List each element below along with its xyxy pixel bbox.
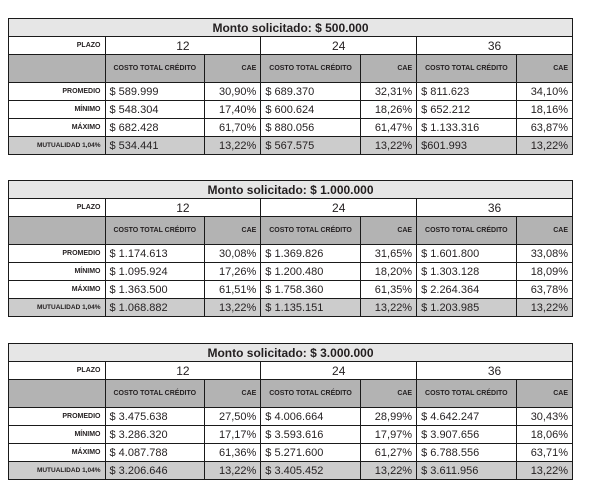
table-title: Monto solicitado: $ 1.000.000 [9, 181, 573, 199]
costo-cell: $ 1.200.480 [261, 263, 361, 281]
table-row [9, 101, 573, 119]
costo-cell: $ 3.907.656 [417, 426, 517, 444]
header-costo-total: COSTO TOTAL CRÉDITO [417, 55, 517, 83]
cae-cell: 30,08% [205, 245, 261, 263]
row-label: MUTUALIDAD 1,04% [9, 462, 106, 480]
costo-cell: $ 682.428 [105, 119, 205, 137]
cae-cell: 32,31% [360, 83, 416, 101]
cae-cell: 13,22% [516, 462, 572, 480]
costo-cell: $ 1.095.924 [105, 263, 205, 281]
row-label: MÍNIMO [9, 263, 106, 281]
cae-cell: 61,27% [360, 444, 416, 462]
table-row [9, 245, 573, 263]
costo-cell: $ 548.304 [105, 101, 205, 119]
header-empty [9, 55, 106, 83]
header-costo-total: COSTO TOTAL CRÉDITO [105, 55, 205, 83]
cae-cell: 18,16% [516, 101, 572, 119]
header-cae: CAE [360, 217, 416, 245]
cae-cell: 28,99% [360, 408, 416, 426]
header-cae: CAE [205, 55, 261, 83]
costo-cell: $ 589.999 [105, 83, 205, 101]
row-label: MÍNIMO [9, 426, 106, 444]
costo-cell: $ 1.174.613 [105, 245, 205, 263]
cae-cell: 27,50% [205, 408, 261, 426]
cae-cell: 17,40% [205, 101, 261, 119]
header-empty [9, 217, 106, 245]
costo-cell: $ 5.271.600 [261, 444, 361, 462]
plazo-value: 12 [105, 37, 261, 55]
cae-cell: 17,97% [360, 426, 416, 444]
costo-cell: $ 4.006.664 [261, 408, 361, 426]
table-row [9, 263, 573, 281]
row-label: PROMEDIO [9, 83, 106, 101]
header-costo-total: COSTO TOTAL CRÉDITO [261, 380, 361, 408]
cae-table-1000000 [8, 180, 573, 317]
costo-cell: $ 600.624 [261, 101, 361, 119]
header-cae: CAE [360, 380, 416, 408]
table-row [9, 444, 573, 462]
costo-cell: $ 1.068.882 [105, 299, 205, 317]
costo-cell: $ 880.056 [261, 119, 361, 137]
table-row [9, 426, 573, 444]
header-cae: CAE [516, 55, 572, 83]
costo-cell: $ 3.286.320 [105, 426, 205, 444]
cae-cell: 13,22% [516, 299, 572, 317]
table-title: Monto solicitado: $ 500.000 [9, 19, 573, 37]
cae-cell: 31,65% [360, 245, 416, 263]
header-cae: CAE [205, 380, 261, 408]
table-row [9, 281, 573, 299]
costo-cell: $ 1.758.360 [261, 281, 361, 299]
row-label: MÁXIMO [9, 119, 106, 137]
row-label: MÁXIMO [9, 281, 106, 299]
row-label: MUTUALIDAD 1,04% [9, 137, 106, 155]
cae-cell: 18,09% [516, 263, 572, 281]
costo-cell: $ 4.087.788 [105, 444, 205, 462]
table-row [9, 408, 573, 426]
costo-cell: $ 3.611.956 [417, 462, 517, 480]
header-costo-total: COSTO TOTAL CRÉDITO [417, 380, 517, 408]
table-row [9, 83, 573, 101]
table-row-mutualidad [9, 299, 573, 317]
costo-cell: $ 811.623 [417, 83, 517, 101]
plazo-value: 12 [105, 362, 261, 380]
table-row-mutualidad [9, 137, 573, 155]
cae-cell: 13,22% [205, 299, 261, 317]
cae-cell: 17,17% [205, 426, 261, 444]
cae-table-3000000 [8, 343, 573, 480]
costo-cell: $ 6.788.556 [417, 444, 517, 462]
costo-cell: $ 1.601.800 [417, 245, 517, 263]
costo-cell: $ 3.475.638 [105, 408, 205, 426]
costo-cell: $ 2.264.364 [417, 281, 517, 299]
cae-cell: 33,08% [516, 245, 572, 263]
cae-cell: 30,43% [516, 408, 572, 426]
row-label: PROMEDIO [9, 245, 106, 263]
cae-cell: 63,87% [516, 119, 572, 137]
cae-cell: 61,35% [360, 281, 416, 299]
plazo-value: 24 [261, 37, 417, 55]
costo-cell: $ 1.135.151 [261, 299, 361, 317]
cae-cell: 18,26% [360, 101, 416, 119]
cae-cell: 18,20% [360, 263, 416, 281]
table-title: Monto solicitado: $ 3.000.000 [9, 344, 573, 362]
cae-cell: 61,36% [205, 444, 261, 462]
cae-cell: 13,22% [205, 137, 261, 155]
row-label: MÁXIMO [9, 444, 106, 462]
cae-cell: 13,22% [360, 137, 416, 155]
cae-cell: 18,06% [516, 426, 572, 444]
costo-cell: $ 4.642.247 [417, 408, 517, 426]
cae-cell: 61,70% [205, 119, 261, 137]
header-costo-total: COSTO TOTAL CRÉDITO [261, 55, 361, 83]
cae-cell: 13,22% [360, 299, 416, 317]
costo-cell: $ 3.405.452 [261, 462, 361, 480]
table-row-mutualidad [9, 462, 573, 480]
plazo-value: 24 [261, 199, 417, 217]
cae-cell: 13,22% [205, 462, 261, 480]
header-cae: CAE [516, 380, 572, 408]
costo-cell: $ 689.370 [261, 83, 361, 101]
header-costo-total: COSTO TOTAL CRÉDITO [417, 217, 517, 245]
header-costo-total: COSTO TOTAL CRÉDITO [261, 217, 361, 245]
cae-cell: 13,22% [360, 462, 416, 480]
costo-cell: $ 1.303.128 [417, 263, 517, 281]
header-costo-total: COSTO TOTAL CRÉDITO [105, 217, 205, 245]
costo-cell: $ 1.369.826 [261, 245, 361, 263]
costo-cell: $ 3.206.646 [105, 462, 205, 480]
cae-cell: 30,90% [205, 83, 261, 101]
cae-table-500000 [8, 18, 573, 155]
plazo-label: PLAZO [9, 37, 106, 55]
cae-cell: 34,10% [516, 83, 572, 101]
row-label: PROMEDIO [9, 408, 106, 426]
costo-cell: $ 3.593.616 [261, 426, 361, 444]
header-cae: CAE [360, 55, 416, 83]
cae-cell: 13,22% [516, 137, 572, 155]
row-label: MUTUALIDAD 1,04% [9, 299, 106, 317]
costo-cell: $ 534.441 [105, 137, 205, 155]
cae-cell: 17,26% [205, 263, 261, 281]
cae-cell: 61,51% [205, 281, 261, 299]
cae-cell: 63,78% [516, 281, 572, 299]
header-cae: CAE [205, 217, 261, 245]
costo-cell: $ 1.203.985 [417, 299, 517, 317]
table-row [9, 119, 573, 137]
plazo-value: 36 [417, 362, 573, 380]
costo-cell: $ 1.363.500 [105, 281, 205, 299]
row-label: MÍNIMO [9, 101, 106, 119]
costo-cell: $ 567.575 [261, 137, 361, 155]
costo-cell: $ 652.212 [417, 101, 517, 119]
plazo-label: PLAZO [9, 362, 106, 380]
plazo-value: 24 [261, 362, 417, 380]
cae-cell: 63,71% [516, 444, 572, 462]
plazo-value: 36 [417, 199, 573, 217]
plazo-value: 12 [105, 199, 261, 217]
plazo-label: PLAZO [9, 199, 106, 217]
header-empty [9, 380, 106, 408]
header-costo-total: COSTO TOTAL CRÉDITO [105, 380, 205, 408]
plazo-value: 36 [417, 37, 573, 55]
costo-cell: $ 1.133.316 [417, 119, 517, 137]
cae-cell: 61,47% [360, 119, 416, 137]
header-cae: CAE [516, 217, 572, 245]
costo-cell: $601.993 [417, 137, 517, 155]
